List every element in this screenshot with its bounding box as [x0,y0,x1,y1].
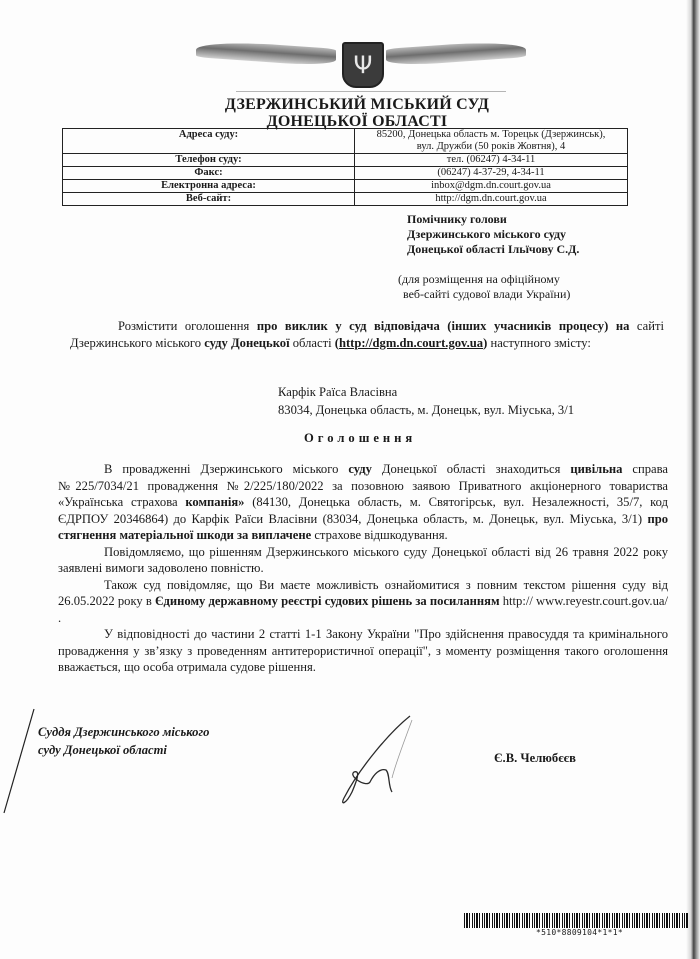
trident-shield-icon: Ψ [342,42,384,88]
address-label: Адреса суду: [63,129,355,154]
emblem-right-wing [386,39,526,67]
court-title [0,96,700,130]
judge-title-line1: Суддя Дзержинського міського [38,725,210,739]
website-value: http://dgm.dn.court.gov.ua [355,193,628,206]
fax-label: Факс: [63,167,355,180]
notice-paragraph-3 [58,577,668,627]
website-label: Веб-сайт: [63,193,355,206]
emblem-left-wing [196,39,336,67]
reyestr-link[interactable]: http:// www.reyestr.court.gov.ua/ . [58,594,668,625]
barcode-text: *510*8809104*1*1* [536,928,623,937]
handwritten-signature-icon [330,712,420,812]
court-title-line2: ДОНЕЦЬКОЇ ОБЛАСТІ [266,113,448,130]
notice-paragraph-1 [58,461,668,544]
placement-note-line1: (для розміщення на офіційному [398,272,560,286]
phone-value: тел. (06247) 4-34-11 [355,154,628,167]
text: справа №225/7034/21 провадження №2/225/180/2022 за позовною заявою Приватного акціонерного товариства «Українська страхова [58,462,668,509]
paren: ) [483,335,488,350]
notice-paragraph-4 [58,626,668,676]
request-text: наступного змісту: [490,335,591,350]
recipient-block [407,212,579,257]
addressee-block [278,383,574,419]
text: (84130, Донецька область, м. Святогірськ, вул. Незалежності, 35/7, код ЄДРПОУ 20346864) до Карфік Раїси Власівни (83034, Донецька область, м. Донецьк, вул. Міуська, 3/1) [58,495,668,526]
text-bold: про стягнення матеріальної шкоди за виплачене [58,511,668,542]
table-row-address [63,129,628,154]
text: Донецької області знаходиться [371,462,571,476]
barcode-icon [464,913,688,928]
coat-of-arms-trident-icon [196,36,526,96]
email-label: Електронна адреса: [63,180,355,193]
request-text: сайті Дзержинського міського [70,319,664,350]
addressee-address: 83034, Донецька область, м. Донецьк, вул. Міуська, 3/1 [278,403,575,417]
table-row-website [63,193,628,206]
table-row-phone [63,154,628,167]
notice-body [58,461,668,676]
request-text-bold: суду Донецької [204,335,290,350]
request-text: Розмістити оголошення [118,319,257,333]
court-title-line1: ДЗЕРЖИНСЬКИЙ МІСЬКИЙ СУД [224,96,490,113]
text-bold: цивільна [570,462,623,476]
placement-note [398,272,570,302]
court-contact-table [62,128,628,206]
address-value-line2: вул. Дружби (50 років Жовтня), 4 [416,140,566,152]
table-row-fax [63,167,628,180]
judge-title [38,724,209,759]
recipient-line2: Дзержинського міського суду [407,227,567,241]
judge-name: Є.В. Челюбєєв [494,751,576,765]
scan-shadow-edge [686,0,700,959]
judge-title-line2: суду Донецької області [38,742,167,757]
table-row-email [63,180,628,193]
recipient-line1: Помічнику голови [407,212,507,226]
text: Також суд повідомляє, що Ви маєте можливість ознайомитися з повним текстом рішення суду від 26.05.2022 року в [58,577,668,608]
notice-paragraph-2 [58,544,668,577]
recipient-line3: Донецької області Ільїчову С.Д. [407,242,580,256]
address-value [355,129,628,154]
text-bold: Єдиному державному реєстрі судових рішень за посиланням [154,594,500,608]
text: У відповідності до частини 2 статті 1-1 Закону України "Про здійснення правосуддя та кримінального провадження у зв’язку з проведенням антитерористичної операції", з моменту розміщення такого оголошення вважається, що особа отримала судове рішення. [58,627,668,674]
text-bold: компанія» [185,495,245,509]
emblem-underline [236,91,506,92]
text: Повідомляємо, що рішенням Дзержинського міського суду Донецької області від 26 травня 2022 року заявлені вимоги задоволено повністю. [58,544,668,575]
email-value: inbox@dgm.dn.court.gov.ua [355,180,628,193]
fax-value: (06247) 4-37-29, 4-34-11 [355,167,628,180]
request-text: області [289,335,335,350]
text-bold: суду [348,462,372,476]
court-website-link[interactable]: http://dgm.dn.court.gov.ua [338,335,484,350]
paren: ( [334,335,339,350]
placement-note-line2: веб-сайті судової влади України) [403,287,571,301]
margin-pen-stroke [0,705,40,815]
address-value-line1: 85200, Донецька область м. Торецьк (Дзержинськ), [376,129,606,140]
request-text-bold: про виклик у суд відповідача (інших учасників процесу) на [256,319,630,333]
addressee-name: Карфік Раїса Власівна [278,385,398,399]
notice-heading: Оголошення [304,431,417,445]
request-paragraph [70,318,664,351]
phone-label: Телефон суду: [63,154,355,167]
text: страхове відшкодування. [311,528,448,542]
text: В провадженні Дзержинського міського [104,462,349,476]
